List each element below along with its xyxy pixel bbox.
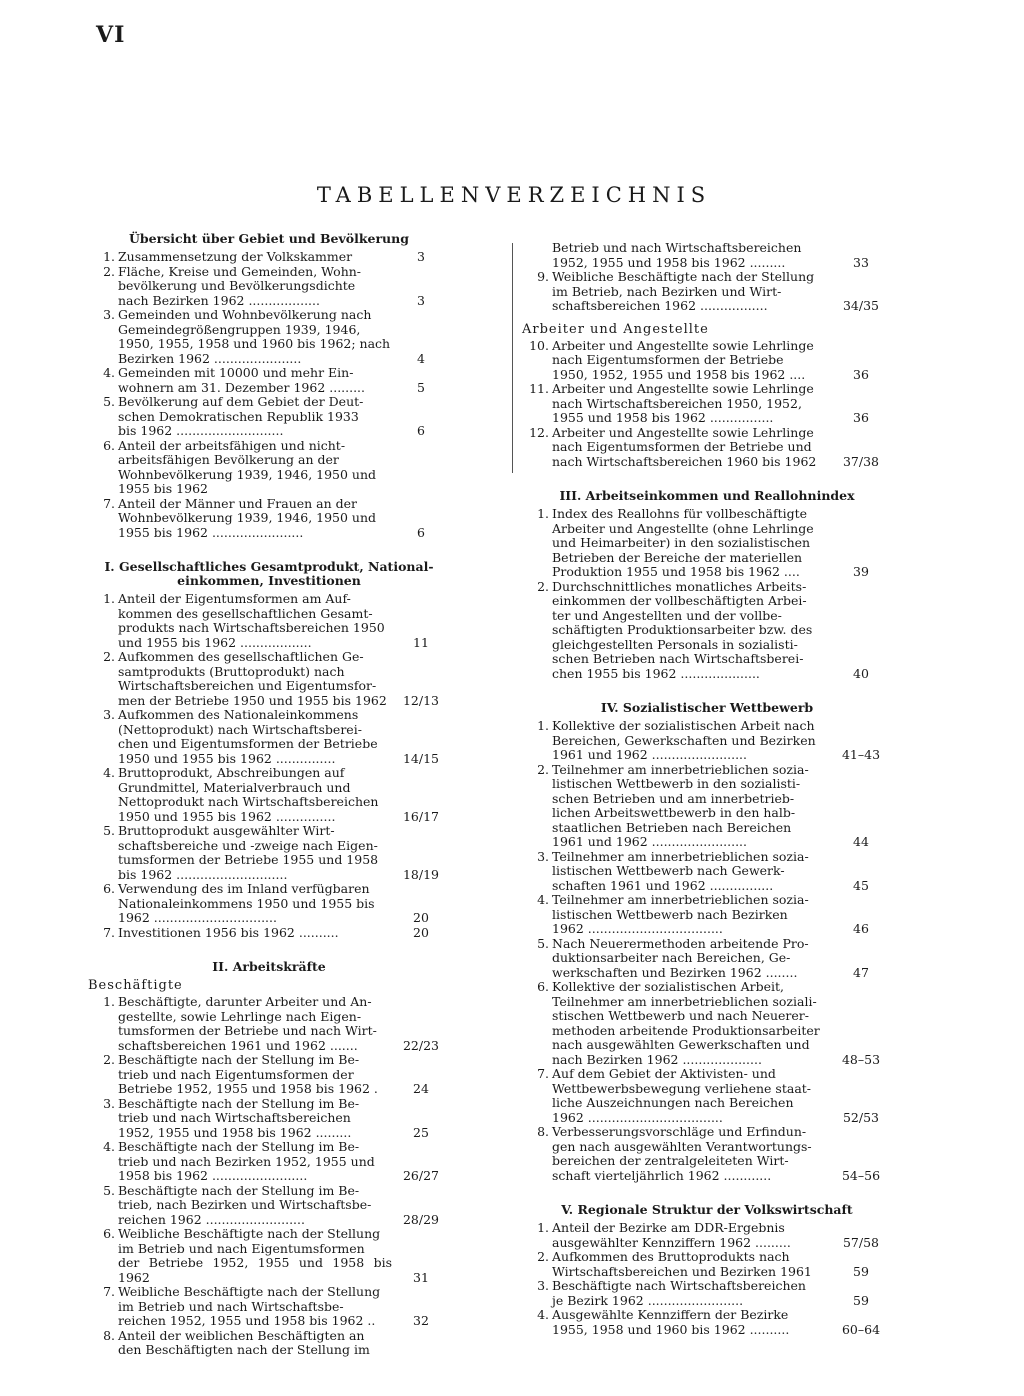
right-column: [522, 241, 892, 1337]
table-entry: [88, 1285, 450, 1329]
entry-title: Arbeiter und Angestellte sowie Lehrlinge nach Eigentumsformen der Betriebe und nach Wirtschaftsbereichen 1960 bis 1962: [552, 424, 817, 469]
entry-number: 6.: [103, 1226, 115, 1241]
table-entry: [522, 1308, 892, 1337]
entry-number: 4.: [537, 1307, 549, 1322]
entry-page: 14/15: [402, 750, 440, 766]
entry-number: 1.: [103, 591, 115, 606]
entry-page: 12/13: [402, 692, 440, 708]
entry-page: 59: [853, 1263, 869, 1279]
table-entry: [88, 1184, 450, 1228]
entry-page: 32: [413, 1313, 429, 1328]
left-column: [88, 232, 450, 1358]
entry-page: 46: [853, 921, 869, 936]
entry-title: Bruttoprodukt ausgewählter Wirt- schaftsbereiche und -zweige nach Eigen- tumsformen der Betriebe 1955 und 1958 bis 1962 ............................: [118, 823, 379, 882]
entry-title: Ausgewählte Kennziffern der Bezirke 1955, 1958 und 1960 bis 1962 ..........: [552, 1307, 790, 1337]
entry-title: Teilnehmer am innerbetrieblichen sozia- listischen Wettbewerb nach Gewerk- schaften 1961 und 1962 ................: [552, 848, 809, 893]
entry-page: 34/35: [842, 298, 880, 313]
entry-page: 47: [853, 964, 869, 980]
entry-page: 52/53: [842, 1109, 880, 1125]
entry-page: 48–53: [841, 1051, 881, 1067]
entry-number: 2.: [103, 1052, 115, 1067]
entry-title: Investitionen 1956 bis 1962 ..........: [118, 924, 339, 940]
entry-title: Gemeinden mit 10000 und mehr Ein- wohnern am 31. Dezember 1962 .........: [118, 365, 366, 395]
section-heading: IV. Sozialistischer Wettbewerb: [600, 700, 814, 715]
entry-title: Arbeiter und Angestellte sowie Lehrlinge nach Wirtschaftsbereichen 1950, 1952, 1955 und 1958 bis 1962 ................: [552, 381, 814, 425]
table-entry: [522, 241, 892, 270]
entry-number: 1.: [103, 994, 115, 1009]
section-heading: II. Arbeitskräfte: [212, 959, 326, 974]
entry-title: Beschäftigte nach der Stellung im Be- trieb, nach Bezirken und Wirtschaftsbe- reichen 1962 .........................: [118, 1182, 372, 1227]
entry-number: 1.: [537, 718, 549, 733]
entry-page: 3: [417, 292, 425, 308]
entry-title: Verwendung des im Inland verfügbaren Nationaleinkommens 1950 und 1955 bis 1962 ...............................: [118, 881, 375, 925]
table-entry: [522, 1250, 892, 1279]
table-entry: [522, 1221, 892, 1250]
table-entry: [522, 893, 892, 937]
table-entry: [522, 426, 892, 470]
entry-title: Kollektive der sozialistischen Arbeit, Teilnehmer am innerbetrieblichen soziali- stischen Wettbewerb und nach Neuerer- methoden arbeitende Produktionsarbeiter nach ausgewählten Gewerkschaften und nach Bezirken 1962 ....................: [552, 979, 820, 1067]
entry-title: Beschäftigte nach der Stellung im Be- trieb und nach Eigentumsformen der Betriebe 1952, 1955 und 1958 bis 1962 .: [118, 1052, 378, 1096]
entry-number: 8.: [537, 1124, 549, 1139]
table-entry: [88, 1097, 450, 1141]
entry-title: Anteil der Bezirke am DDR-Ergebnis ausgewählter Kennziffern 1962 .........: [552, 1220, 791, 1250]
entry-number: 3.: [103, 307, 115, 322]
entry-title: Aufkommen des gesellschaftlichen Ge- samtprodukts (Bruttoprodukt) nach Wirtschaftsbereichen und Eigentumsfor- men der Betriebe 1950 und 1955 bis 1962: [118, 649, 387, 708]
entry-page: 57/58: [842, 1234, 880, 1250]
table-entry: [522, 580, 892, 682]
table-entry: [88, 824, 450, 882]
entry-page: 59: [853, 1292, 869, 1308]
table-entry: [88, 592, 450, 650]
subsection-label: Arbeiter und Angestellte: [522, 321, 709, 337]
entry-number: 5.: [103, 1182, 115, 1198]
entry-number: 4.: [103, 1139, 115, 1154]
column-divider: [512, 243, 513, 473]
entry-page: 39: [853, 564, 869, 579]
table-entry: [522, 1067, 892, 1125]
entry-number: 6.: [537, 979, 549, 994]
page-title: TABELLENVERZEICHNIS: [316, 183, 712, 207]
table-entry: [522, 270, 892, 314]
entry-title: Fläche, Kreise und Gemeinden, Wohn- bevölkerung und Bevölkerungsdichte nach Bezirken 1962 ..................: [118, 263, 362, 308]
entry-title: Teilnehmer am innerbetrieblichen sozia- listischen Wettbewerb nach Bezirken 1962 ..................................: [552, 892, 809, 936]
entry-title: Auf dem Gebiet der Aktivisten- und Wettbewerbsbewegung verliehene staat- liche Auszeichnungen nach Bereichen 1962 ..................................: [552, 1066, 812, 1125]
table-entry: [522, 763, 892, 850]
entry-page: 33: [853, 254, 869, 270]
entry-title: Verbesserungsvorschläge und Erfindun- gen nach ausgewählten Verantwortungs- bereichen der zentralgeleiteten Wirt- schaft vierteljährlich 1962 ............: [552, 1124, 812, 1183]
entry-page: 6: [417, 423, 425, 438]
table-entry: [88, 308, 450, 366]
entry-page: 36: [853, 366, 869, 382]
entry-title: Gemeinden und Wohnbevölkerung nach Gemeindegrößengruppen 1939, 1946, 1950, 1955, 1958 und 1960 bis 1962; nach Bezirken 1962 ......................: [118, 307, 391, 366]
entry-title: Nach Neuerermethoden arbeitende Pro- duktionsarbeiter nach Bereichen, Ge- werkschaften und Bezirken 1962 ........: [552, 935, 809, 980]
page-number: VI: [96, 22, 126, 48]
entry-number: 2.: [537, 761, 549, 777]
entry-number: 3.: [537, 848, 549, 864]
table-entry: [88, 439, 450, 497]
table-entry: [88, 366, 450, 395]
section-heading: V. Regionale Struktur der Volkswirtschaft: [561, 1202, 853, 1217]
table-entry: [522, 937, 892, 981]
table-entry: [522, 1279, 892, 1308]
entry-title: Aufkommen des Nationaleinkommens (Nettoprodukt) nach Wirtschaftsberei- chen und Eigentumsformen der Betriebe 1950 und 1955 bis 1962 ...............: [118, 707, 378, 766]
entry-title: Weibliche Beschäftigte nach der Stellung im Betrieb und nach Eigentumsformen der Betriebe 1952, 1955 und 1958 bis 1962: [118, 1226, 392, 1285]
section-gap: [522, 681, 892, 701]
entry-page: 36: [853, 410, 869, 425]
table-entry: [88, 1140, 450, 1184]
table-entry: [88, 995, 450, 1053]
table-entry: [522, 850, 892, 894]
entry-title: Aufkommen des Bruttoprodukts nach Wirtschaftsbereichen und Bezirken 1961: [552, 1249, 812, 1279]
entry-page: 54–56: [841, 1167, 881, 1183]
entry-title: Teilnehmer am innerbetrieblichen sozia- listischen Wettbewerb in den sozialisti- schen Betrieben und am innerbetrieb- lichen Arbeitswettbewerb in den halb- staatlichen Betrieben nach Bereichen 1961 und 1962 ........................: [552, 761, 809, 849]
entry-title: Anteil der Männer und Frauen an der Wohnbevölkerung 1939, 1946, 1950 und 1955 bis 1962 .......................: [118, 495, 377, 540]
table-entry: [522, 980, 892, 1067]
entry-page: 45: [853, 877, 869, 893]
entry-number: 2.: [537, 578, 549, 594]
entry-number: 3.: [103, 1095, 115, 1111]
entry-number: 7.: [103, 1284, 115, 1299]
entry-number: 2.: [537, 1249, 549, 1264]
table-entry: [88, 265, 450, 309]
table-entry: [522, 339, 892, 383]
table-entry: [522, 507, 892, 580]
entry-page: 37/38: [842, 453, 880, 469]
table-entry: [88, 1053, 450, 1097]
entry-page: 22/23: [402, 1037, 440, 1053]
entry-page: 20: [413, 910, 429, 925]
table-entry: [88, 250, 450, 265]
entry-number: 5.: [103, 394, 115, 409]
entry-number: 8.: [103, 1327, 115, 1343]
entry-page: 60–64: [841, 1321, 881, 1337]
entry-page: 24: [413, 1081, 429, 1096]
entry-title: Bevölkerung auf dem Gebiet der Deut- schen Demokratischen Republik 1933 bis 1962 ...........................: [118, 394, 364, 438]
entry-title: Beschäftigte nach der Stellung im Be- trieb und nach Wirtschaftsbereichen 1952, 1955 und 1958 bis 1962 .........: [118, 1095, 360, 1140]
table-entry: [88, 395, 450, 439]
entry-page: 25: [413, 1124, 429, 1140]
entry-number: 10.: [529, 337, 549, 353]
entry-number: 2.: [103, 649, 115, 664]
entry-title: Weibliche Beschäftigte nach der Stellung im Betrieb und nach Wirtschaftsbe- reichen 1952, 1955 und 1958 bis 1962 ..: [118, 1284, 381, 1328]
section-gap: [522, 1183, 892, 1203]
entry-title: Anteil der weiblichen Beschäftigten an den Beschäftigten nach der Stellung im: [118, 1327, 370, 1357]
entry-title: Kollektive der sozialistischen Arbeit nach Bereichen, Gewerkschaften und Bezirken 1961 und 1962 ........................: [552, 718, 816, 762]
entry-page: 3: [417, 249, 425, 264]
entry-title: Beschäftigte nach Wirtschaftsbereichen je Bezirk 1962 ........................: [552, 1278, 806, 1308]
section-gap: [522, 314, 892, 322]
entry-number: 7.: [103, 924, 115, 940]
table-entry: [88, 882, 450, 926]
entry-page: 11: [413, 634, 429, 650]
entry-title: Weibliche Beschäftigte nach der Stellung im Betrieb, nach Bezirken und Wirt- schaftsbereichen 1962 .................: [552, 269, 815, 313]
entry-number: 5.: [103, 823, 115, 838]
entry-page: 4: [417, 350, 425, 366]
entry-page: 6: [417, 524, 425, 540]
entry-title: Anteil der arbeitsfähigen und nicht- arbeitsfähigen Bevölkerung an der Wohnbevölkerung 1939, 1946, 1950 und 1955 bis 1962: [118, 437, 377, 496]
entry-number: 6.: [103, 437, 115, 453]
table-entry: [88, 708, 450, 766]
entry-page: 26/27: [402, 1168, 440, 1183]
entry-number: 2.: [103, 263, 115, 279]
section-heading: III. Arbeitseinkommen und Reallohnindex: [559, 488, 855, 503]
table-entry: [88, 497, 450, 541]
entry-page: 18/19: [402, 866, 440, 882]
entry-title: Beschäftigte nach der Stellung im Be- trieb und nach Bezirken 1952, 1955 und 1958 bis 1962 ........................: [118, 1139, 375, 1183]
section-gap: [88, 540, 450, 560]
table-entry: [88, 1227, 450, 1285]
entry-number: 5.: [537, 935, 549, 951]
entry-number: 7.: [103, 495, 115, 511]
table-entry: [522, 382, 892, 426]
entry-title: Anteil der Eigentumsformen am Auf- kommen des gesellschaftlichen Gesamt- produkts nach Wirtschaftsbereichen 1950 und 1955 bis 1962 ..................: [118, 591, 385, 650]
entry-page: 16/17: [402, 808, 440, 824]
entry-title: Index des Reallohns für vollbeschäftigte Arbeiter und Angestellte (ohne Lehrlinge und Heimarbeiter) in den sozialistischen Betrieben der Bereiche der materiellen Produktion 1955 und 1958 bis 1962 ....: [552, 506, 814, 579]
entry-number: 4.: [103, 765, 115, 780]
table-entry: [522, 719, 892, 763]
entry-page: 31: [413, 1269, 429, 1285]
section-heading: Übersicht über Gebiet und Bevölkerung: [129, 231, 409, 246]
entry-number: 3.: [103, 707, 115, 722]
entry-page: 44: [853, 834, 869, 849]
entry-title: Arbeiter und Angestellte sowie Lehrlinge nach Eigentumsformen der Betriebe 1950, 1952, 1955 und 1958 bis 1962 ....: [552, 337, 814, 382]
entry-page: 5: [417, 379, 425, 395]
entry-page: 40: [853, 665, 869, 681]
entry-page: 28/29: [402, 1211, 440, 1227]
entry-number: 3.: [537, 1278, 549, 1293]
entry-title: Bruttoprodukt, Abschreibungen auf Grundmittel, Materialverbrauch und Nettoprodukt nach Wirtschaftsbereichen 1950 und 1955 bis 1962 ...............: [118, 765, 379, 824]
table-entry: [88, 650, 450, 708]
table-entry: [88, 766, 450, 824]
entry-number: 1.: [537, 1220, 549, 1235]
table-entry: [88, 926, 450, 941]
entry-number: 11.: [529, 381, 549, 396]
entry-title: Betrieb und nach Wirtschaftsbereichen 1952, 1955 und 1958 bis 1962 .........: [552, 240, 802, 270]
entry-number: 1.: [103, 249, 115, 264]
section-heading: I. Gesellschaftliches Gesamtprodukt, National- einkommen, Investitionen: [104, 559, 434, 588]
table-entry: [522, 1125, 892, 1183]
entry-number: 1.: [537, 506, 549, 521]
entry-number: 12.: [529, 424, 549, 440]
entry-title: Beschäftigte, darunter Arbeiter und An- gestellte, sowie Lehrlinge nach Eigen- tumsformen der Betriebe und nach Wirt- schaftsbereichen 1961 und 1962 .......: [118, 994, 377, 1053]
subsection-label: Beschäftigte: [88, 978, 183, 993]
entry-number: 9.: [537, 269, 549, 284]
table-entry: [88, 1329, 450, 1358]
section-gap: [88, 940, 450, 960]
entry-title: Zusammensetzung der Volkskammer: [118, 249, 353, 264]
entry-number: 6.: [103, 881, 115, 896]
entry-number: 4.: [103, 365, 115, 380]
entry-page: 20: [413, 924, 429, 940]
section-gap: [522, 469, 892, 489]
entry-number: 4.: [537, 892, 549, 907]
entry-page: 41–43: [841, 747, 881, 762]
entry-number: 7.: [537, 1066, 549, 1081]
entry-title: Durchschnittliches monatliches Arbeits- einkommen der vollbeschäftigten Arbei- ter und Angestellten und der vollbe- schäftigten Produktionsarbeiter bzw. des gleichgestellten Personals in sozialisti- schen Betrieben nach Wirtschaftsberei- chen 1955 bis 1962 ....................: [552, 578, 813, 681]
